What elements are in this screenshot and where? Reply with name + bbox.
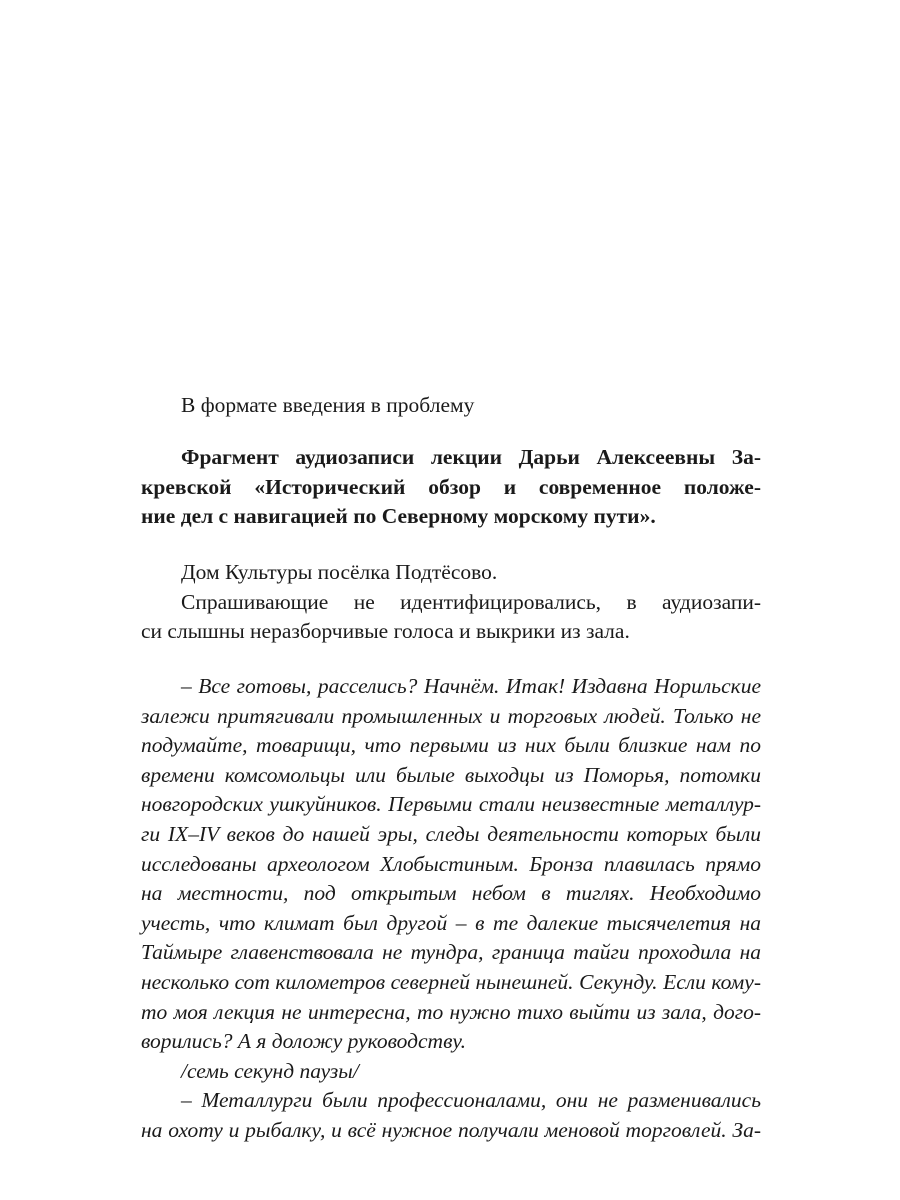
lecture-line: новгородских ушкуйников. Первыми стали неизвестные металлур- [141, 792, 761, 817]
lecture-line: несколько сот километров северней нынешней. Секунду. Если кому- [141, 969, 761, 994]
fragment-title [141, 443, 761, 532]
lecture-line: Таймыре главенствовала не тундра, граница тайги проходила на [141, 940, 761, 965]
lecture-line: то моя лекция не интересна, то нужно тихо выйти из зала, дого- [141, 999, 761, 1024]
fragment-line: кревской «Исторический обзор и современное положе- [141, 474, 761, 499]
lecture-line: – Все готовы, расселись? Начнём. Итак! Издавна Норильские [181, 674, 761, 698]
lecture-line: ги IX–IV веков до нашей эры, следы деятельности которых были [141, 821, 761, 846]
lecture-line: подумайте, товарищи, что первыми из них были близкие нам по [141, 733, 761, 758]
fragment-line: ние дел с навигацией по Северному морскому пути». [141, 504, 656, 529]
lecture-line: на местности, под открытым небом в тиглях. Необходимо [141, 881, 761, 906]
intro-heading: В формате введения в проблему [181, 393, 475, 417]
pause-note: /семь секунд паузы/ [181, 1058, 359, 1083]
lecture-line: времени комсомольцы или былые выходцы из Поморья, потомки [141, 762, 761, 787]
intro-section [141, 391, 761, 421]
lecture-line: учесть, что климат был другой – в те далекие тысячелетия на [141, 910, 761, 935]
lecture-line: залежи притягивали промышленных и торговых людей. Только не [141, 703, 761, 728]
location-line: Спрашивающие не идентифицировались, в аудиозапи- [181, 589, 761, 614]
lecture-transcript [141, 672, 761, 1146]
lecture-line: на охоту и рыбалку, и всё нужное получали меновой торговлей. За- [141, 1117, 761, 1142]
fragment-line: Фрагмент аудиозаписи лекции Дарьи Алексеевны За- [181, 445, 761, 469]
lecture-line: ворились? А я доложу руководству. [141, 1029, 466, 1054]
location-section [141, 558, 761, 647]
lecture-line: исследованы археологом Хлобыстиным. Бронза плавилась прямо [141, 851, 761, 876]
lecture-line: – Металлурги были профессионалами, они не разменивались [181, 1088, 761, 1113]
location-line: си слышны неразборчивые голоса и выкрики из зала. [141, 619, 630, 644]
location-line: Дом Культуры посёлка Подтёсово. [181, 560, 498, 584]
